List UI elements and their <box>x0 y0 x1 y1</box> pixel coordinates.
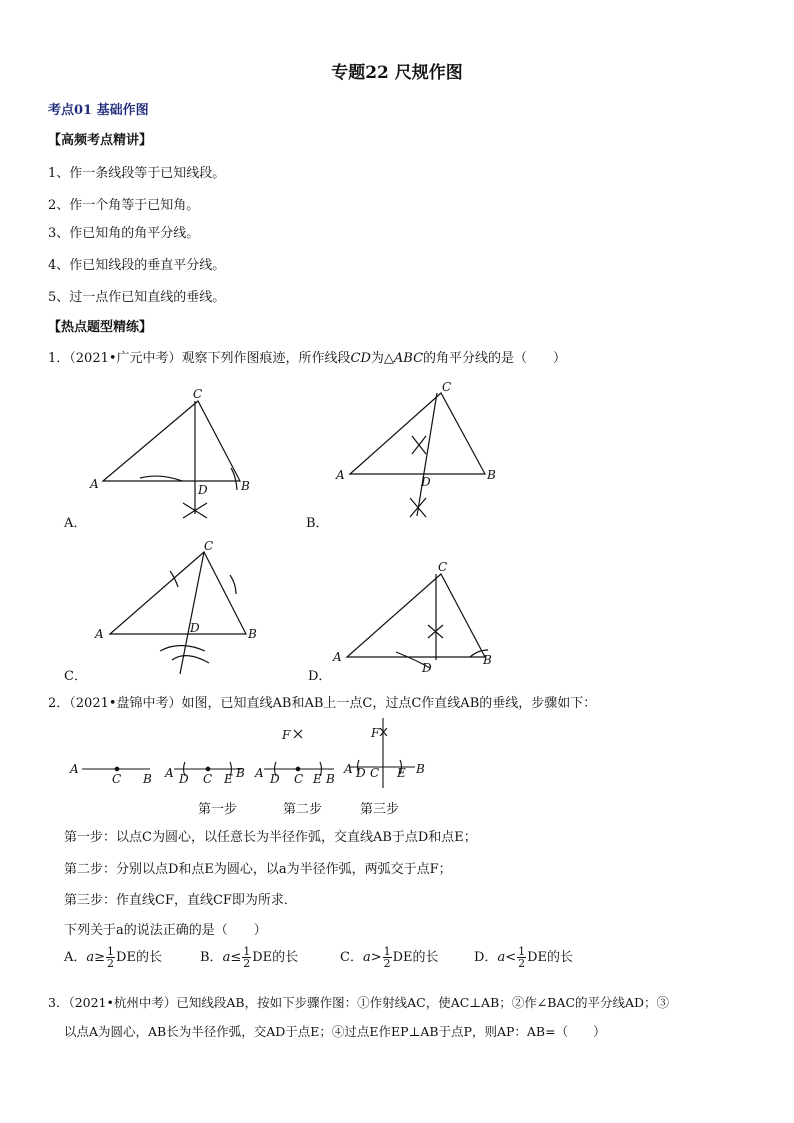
q2-step2-text: 第二步：分别以点D和点E为圆心，以a为半径作弧，两弧交于点F； <box>64 862 452 877</box>
q2-ask: 下列关于a的说法正确的是（ ） <box>64 923 267 938</box>
key-points-header: 【高频考点精讲】 <box>48 133 153 148</box>
step3b-label-d: D <box>356 766 366 780</box>
section-heading: 考点01 基础作图 <box>48 103 149 118</box>
step3a-label-f: F <box>282 728 291 742</box>
step-caption-1: 第一步 <box>198 802 238 817</box>
fig-c-label-d: D <box>190 621 200 635</box>
fig-d-label-b: B <box>483 653 492 667</box>
step1-label-b: B <box>143 772 152 786</box>
fraction: $\frac{1}{2}$ <box>243 945 251 970</box>
step2-label-b: B <box>236 766 245 780</box>
fig-a-label-a: A <box>90 477 99 491</box>
q2-option-b: B．a≤ $\frac{1}{2}$ DE的长 <box>200 945 299 970</box>
option-a-label: A． <box>64 516 87 531</box>
fig-b-label-d: D <box>421 475 431 489</box>
fraction: $\frac{1}{2}$ <box>518 945 526 970</box>
question-2: 2．（2021•盘锦中考）如图，已知直线AB和AB上一点C，过点C作直线AB的垂线，步骤如下： <box>48 696 597 711</box>
fraction: $\frac{1}{2}$ <box>383 945 391 970</box>
q2-option-d: D．a< $\frac{1}{2}$ DE的长 <box>474 945 574 970</box>
point-4: 4、作已知线段的垂直平分线。 <box>48 258 226 273</box>
fig-d-label-d: D <box>422 661 432 675</box>
q2-option-c: C．a> $\frac{1}{2}$ DE的长 <box>340 945 439 970</box>
step3a-label-e: E <box>313 772 322 786</box>
option-c-label: C． <box>64 669 87 684</box>
fig-c-label-a: A <box>95 627 104 641</box>
step3b-label-c: C <box>370 766 380 780</box>
point-5: 5、过一点作已知直线的垂线。 <box>48 290 226 305</box>
fig-c-label-c: C <box>204 539 214 553</box>
step2-label-a: A <box>165 766 174 780</box>
fig-a-label-d: D <box>198 483 208 497</box>
fig-a-label-c: C <box>193 387 203 401</box>
question-3-line-1: 3．（2021•杭州中考）已知线段AB，按如下步骤作图：①作射线AC，使AC⊥AB；②作∠BAC的平分线AD；③ <box>48 995 670 1010</box>
option-d-label: D． <box>308 669 332 684</box>
step3b-label-a: A <box>344 762 353 776</box>
step3b-label-b: B <box>416 762 425 776</box>
fig-b-label-a: A <box>336 468 345 482</box>
practice-header: 【热点题型精练】 <box>48 320 153 335</box>
step-caption-2: 第二步 <box>283 802 323 817</box>
fig-d-label-c: C <box>438 560 448 574</box>
fraction: $\frac{1}{2}$ <box>107 945 115 970</box>
step3b-label-e: E <box>397 766 406 780</box>
fig-a-label-b: B <box>241 479 250 493</box>
page-title: 专题22 尺规作图 <box>331 63 463 83</box>
q2-step1-text: 第一步：以点C为圆心，以任意长为半径作弧，交直线AB于点D和点E； <box>64 830 477 845</box>
step1-label-a: A <box>70 762 79 776</box>
step3a-label-d: D <box>270 772 280 786</box>
fig-b-label-b: B <box>487 468 496 482</box>
step3b-label-f: F <box>371 726 380 740</box>
option-b-label: B． <box>306 516 329 531</box>
point-1: 1、作一条线段等于已知线段。 <box>48 166 226 181</box>
step2-label-e: E <box>224 772 233 786</box>
step2-label-c: C <box>203 772 213 786</box>
point-2: 2、作一个角等于已知角。 <box>48 198 200 213</box>
step3a-label-a: A <box>255 766 264 780</box>
question-3-line-2: 以点A为圆心，AB长为半径作弧，交AD于点E；④过点E作EP⊥AB于点P，则AP：AB=（ ） <box>64 1024 606 1039</box>
step1-label-c: C <box>112 772 122 786</box>
point-3: 3、作已知角的角平分线。 <box>48 226 200 241</box>
fig-c-label-b: B <box>248 627 257 641</box>
question-2-figures <box>0 710 794 800</box>
q2-option-a: A．a≥ $\frac{1}{2}$ DE的长 <box>64 945 162 970</box>
question-1: 1．（2021•广元中考）观察下列作图痕迹，所作线段CD为△ABC的角平分线的是（ ） <box>48 351 567 366</box>
step3a-label-c: C <box>294 772 304 786</box>
fig-b-label-c: C <box>442 380 452 394</box>
step2-label-d: D <box>179 772 189 786</box>
step-caption-3: 第三步 <box>360 802 400 817</box>
fig-d-label-a: A <box>333 650 342 664</box>
step3a-label-b: B <box>326 772 335 786</box>
q2-step3-text: 第三步：作直线CF，直线CF即为所求． <box>64 893 297 908</box>
